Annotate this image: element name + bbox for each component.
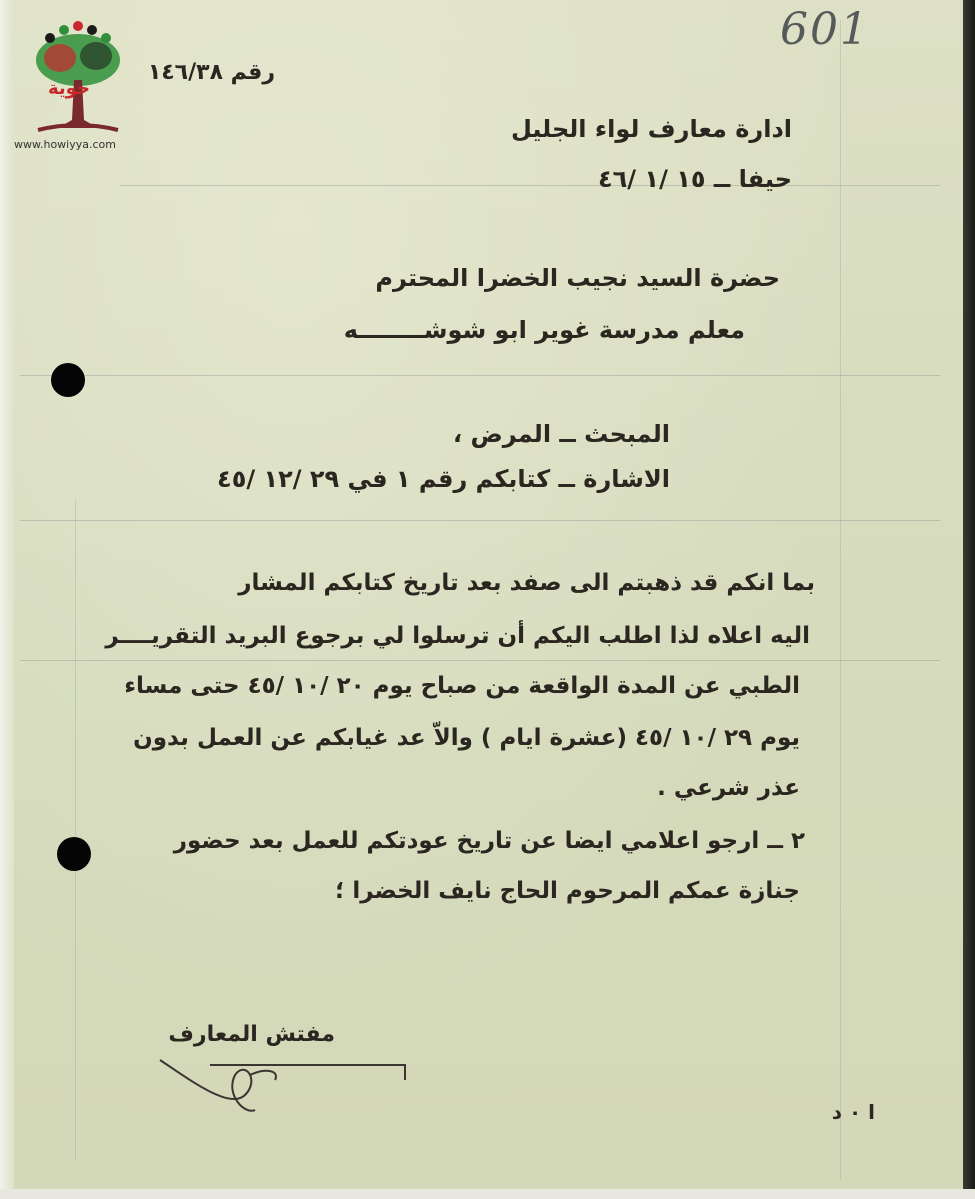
reference-line: الاشارة ــ كتابكم رقم ١ في ٢٩ /١٢ /٤٥ <box>217 465 670 493</box>
ruled-line <box>20 375 940 376</box>
page-bottom-edge <box>0 1189 975 1199</box>
addressee-name: حضرة السيد نجيب الخضرا المحترم <box>375 264 780 292</box>
point-two-line: ٢ ــ ارجو اعلامي ايضا عن تاريخ عودتكم للعمل بعد حضور <box>173 828 805 854</box>
body-line: عذر شرعي . <box>657 775 800 801</box>
pencil-folio-number: 601 <box>780 4 870 55</box>
ruled-line <box>75 500 76 1160</box>
handwritten-signature-icon <box>150 1040 420 1120</box>
issuing-office: ادارة معارف لواء الجليل <box>510 115 792 143</box>
ruled-line <box>120 185 940 186</box>
place-and-date: حيفا ــ ١٥ /١ /٤٦ <box>598 165 792 193</box>
subject-line: المبحث ــ المرض ، <box>453 420 670 448</box>
ruled-line <box>20 660 940 661</box>
body-line: يوم ٢٩ /١٠ /٤٥ (عشرة ايام ) والاّ عد غيابكم عن العمل بدون <box>133 725 800 751</box>
reference-number: رقم ١٤٦/٣٨ <box>147 60 275 85</box>
page-right-edge <box>963 0 975 1199</box>
body-line: الطبي عن المدة الواقعة من صباح يوم ٢٠ /١٠ /٤٥ حتى مساء <box>124 673 800 699</box>
footer-initials: ا ٠ د <box>831 1100 875 1124</box>
ruled-line <box>20 520 940 521</box>
watermark-url[interactable]: www.howiyya.com <box>14 138 116 151</box>
body-line: بما انكم قد ذهبتم الى صفد بعد تاريخ كتابكم المشار <box>238 570 815 596</box>
punch-hole <box>57 837 91 871</box>
point-two-line: جنازة عمكم المرحوم الحاج نايف الخضرا ؛ <box>335 878 800 904</box>
addressee-school: معلم مدرسة غوير ابو شوشــــــــه <box>343 316 745 344</box>
page-left-edge <box>0 0 14 1199</box>
logo-text: حوية <box>48 78 90 99</box>
body-line: اليه اعلاه لذا اطلب اليكم أن ترسلوا لي برجوع البريد التقريــــر <box>105 623 810 649</box>
ruled-line <box>840 20 841 1180</box>
signature-title: مفتش المعارف <box>168 1022 335 1047</box>
punch-hole <box>51 363 85 397</box>
